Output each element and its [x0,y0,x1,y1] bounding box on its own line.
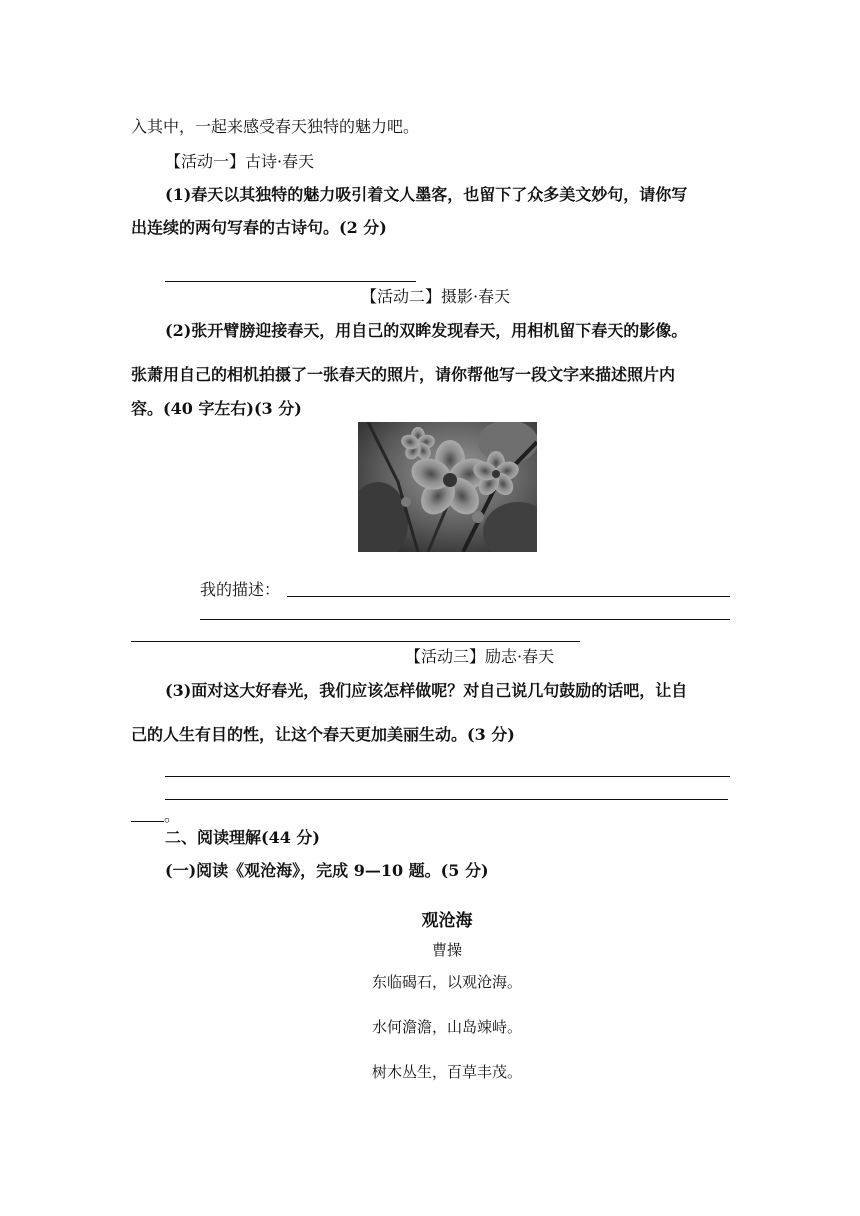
answer3-end-mark: 。 [164,806,181,825]
poem-line-2: 水何澹澹，山岛竦峙。 [371,1018,522,1036]
question1-line1: (1)春天以其独特的魅力吸引着文人墨客，也留下了众多美文妙句，请你写 [165,185,688,204]
question3-line2: 己的人生有目的性，让这个春天更加美丽生动。(3 分) [131,725,515,744]
reading-instruction: (一)阅读《观沧海》，完成 9—10 题。(5 分) [165,861,489,880]
poem-title: 观沧海 [421,911,473,931]
question1-line2: 出连续的两句写春的古诗句。(2 分) [131,218,387,237]
answer3-blank-3[interactable] [131,821,164,822]
question2-line1: (2)张开臂膀迎接春天，用自己的双眸发现春天，用相机留下春天的影像。 [165,321,688,340]
spring-blossom-photo [358,422,537,552]
question2-line2: 张萧用自己的相机拍摄了一张春天的照片，请你帮他写一段文字来描述照片内 [131,365,676,384]
description-blank-1[interactable] [287,596,730,597]
question3-line1: (3)面对这大好春光，我们应该怎样做呢？对自己说几句鼓励的话吧，让自 [165,681,688,700]
section2-heading: 二、阅读理解(44 分) [165,828,320,847]
question2-line3: 容。(40 字左右)(3 分) [131,399,302,418]
poem-author: 曹操 [431,941,462,959]
intro-tail-text: 入其中，一起来感受春天独特的魅力吧。 [131,117,420,136]
activity1-heading: 【活动一】古诗·春天 [165,152,315,171]
activity3-heading: 【活动三】励志·春天 [405,647,555,666]
answer3-blank-1[interactable] [165,776,730,777]
description-blank-3[interactable] [131,641,580,642]
answer1-blank[interactable] [165,281,416,282]
activity2-heading: 【活动二】摄影·春天 [361,287,511,306]
description-blank-2[interactable] [200,619,730,620]
poem-line-3: 树木丛生，百草丰茂。 [371,1063,522,1081]
answer3-blank-2[interactable] [165,799,728,800]
poem-line-1: 东临碣石，以观沧海。 [371,973,522,991]
description-label: 我的描述： [200,580,281,599]
